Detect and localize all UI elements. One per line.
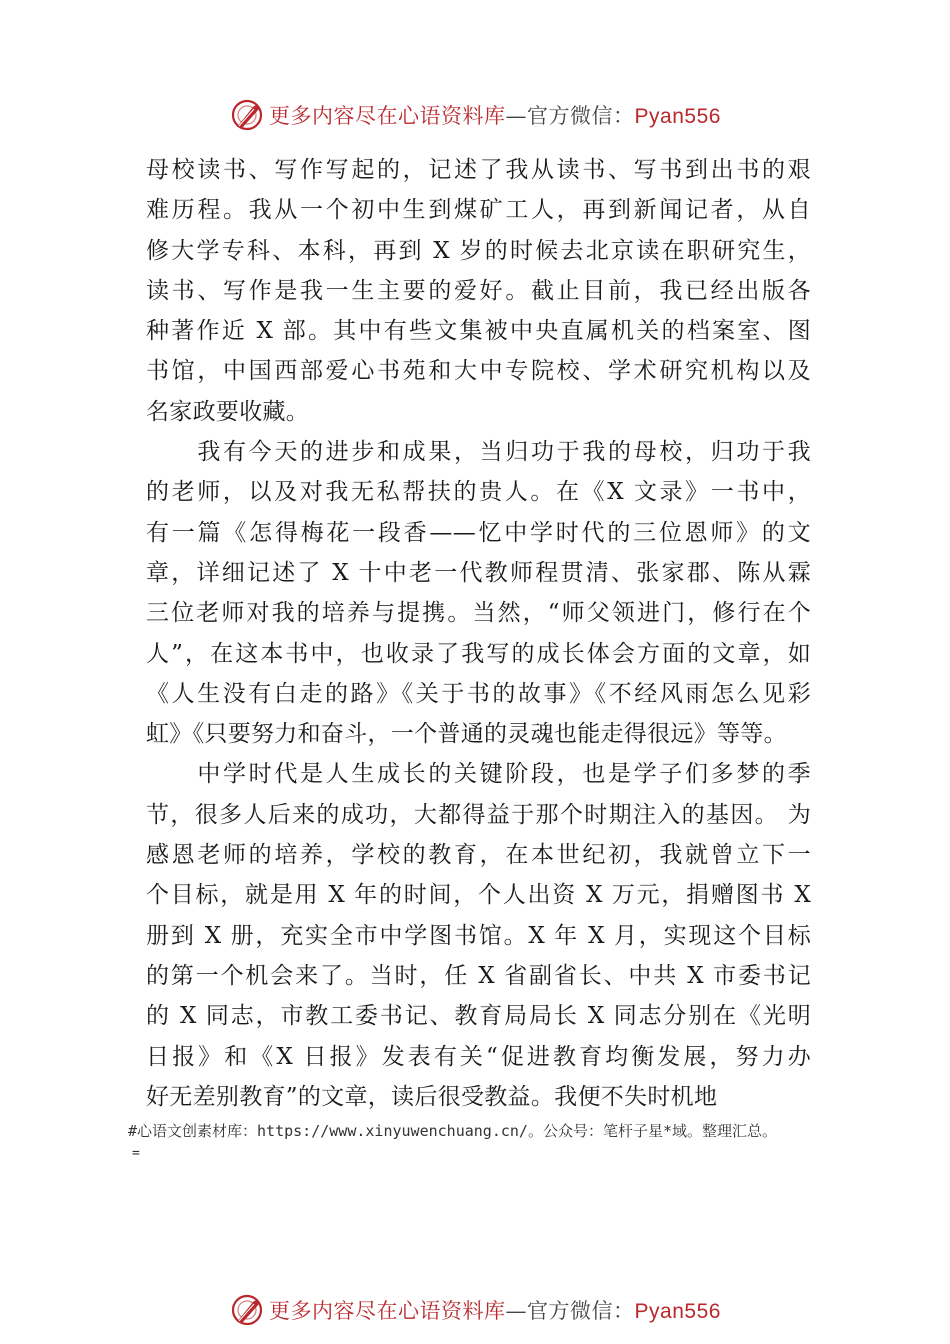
quill-logo-icon <box>229 1292 265 1328</box>
text-line: 书馆，中国西部爱心书苑和大中专院校、学术研究机构以及 <box>146 358 811 385</box>
text-line: 节，很多人后来的成功，大都得益于那个时期注入的基因。 为 <box>146 801 811 828</box>
text-line: 名家政要收藏。 <box>146 398 310 425</box>
banner-title: 更多内容尽在心语资料库 <box>269 1299 506 1323</box>
text-line: 我有今天的进步和成果，当归功于我的母校，归功于我 <box>146 439 811 466</box>
text-line: 感恩老师的培养，学校的教育，在本世纪初，我就曾立下一 <box>146 842 811 869</box>
text-line: 的 X 同志，市教工委书记、教育局局长 X 同志分别在《光明 <box>146 1003 811 1030</box>
text-line: 日报》和《X 日报》发表有关“促进教育均衡发展，努力办 <box>146 1043 811 1070</box>
quill-logo-icon <box>229 97 265 133</box>
text-line: 三位老师对我的培养与提携。当然，“师父领进门，修行在个 <box>146 600 811 627</box>
source-note: #心语文创素材库：https://www.xinyuwenchuang.cn/。公众号：笔杆子星*域。整理汇总。 <box>128 1122 777 1140</box>
text-line: 修大学专科、本科，再到 X 岁的时候去北京读在职研究生， <box>146 237 811 264</box>
text-line: 中学时代是人生成长的关键阶段，也是学子们多梦的季 <box>146 761 811 788</box>
banner-wechat-label: 官方微信： <box>527 104 635 128</box>
banner-account: Pyan556 <box>634 1300 721 1323</box>
text-line: 册到 X 册，充实全市中学图书馆。X 年 X 月，实现这个目标 <box>146 922 811 949</box>
footer-banner <box>0 1290 950 1330</box>
header-banner <box>0 95 950 135</box>
text-line: 读书、写作是我一生主要的爱好。截止目前，我已经出版各 <box>146 277 811 304</box>
body-text <box>146 150 811 1117</box>
text-line: 的第一个机会来了。当时，任 X 省副省长、中共 X 市委书记 <box>146 962 811 989</box>
banner-wechat-label: 官方微信： <box>527 1299 635 1323</box>
text-line: 的老师，以及对我无私帮扶的贵人。在《X 文录》一书中， <box>146 479 811 506</box>
text-line: 《人生没有白走的路》《关于书的故事》《不经风雨怎么见彩 <box>146 680 811 707</box>
text-line: 种著作近 X 部。其中有些文集被中央直属机关的档案室、图 <box>146 318 811 345</box>
banner-separator: — <box>505 1299 528 1323</box>
text-line: 母校读书、写作写起的，记述了我从读书、写书到出书的艰 <box>146 157 811 183</box>
text-line: 个目标，就是用 X 年的时间，个人出资 X 万元，捐赠图书 X <box>146 882 811 909</box>
text-line: 虹》《只要努力和奋斗，一个普通的灵魂也能走得很远》等等。 <box>146 721 787 748</box>
text-line: 人”，在这本书中，也收录了我写的成长体会方面的文章，如 <box>146 640 811 667</box>
text-line: 难历程。我从一个初中生到煤矿工人，再到新闻记者，从自 <box>146 197 811 224</box>
text-line: 章，详细记述了 X 十中老一代教师程贯清、张家郡、陈从霖 <box>146 559 811 586</box>
text-line: 有一篇《怎得梅花一段香——忆中学时代的三位恩师》的文 <box>146 519 811 546</box>
banner-title: 更多内容尽在心语资料库 <box>269 104 506 128</box>
banner-separator: — <box>505 104 528 128</box>
banner-account: Pyan556 <box>634 105 721 128</box>
text-line: 好无差别教育”的文章，读后很受教益。我便不失时机地 <box>146 1083 718 1110</box>
footer-mark: = <box>132 1146 140 1161</box>
